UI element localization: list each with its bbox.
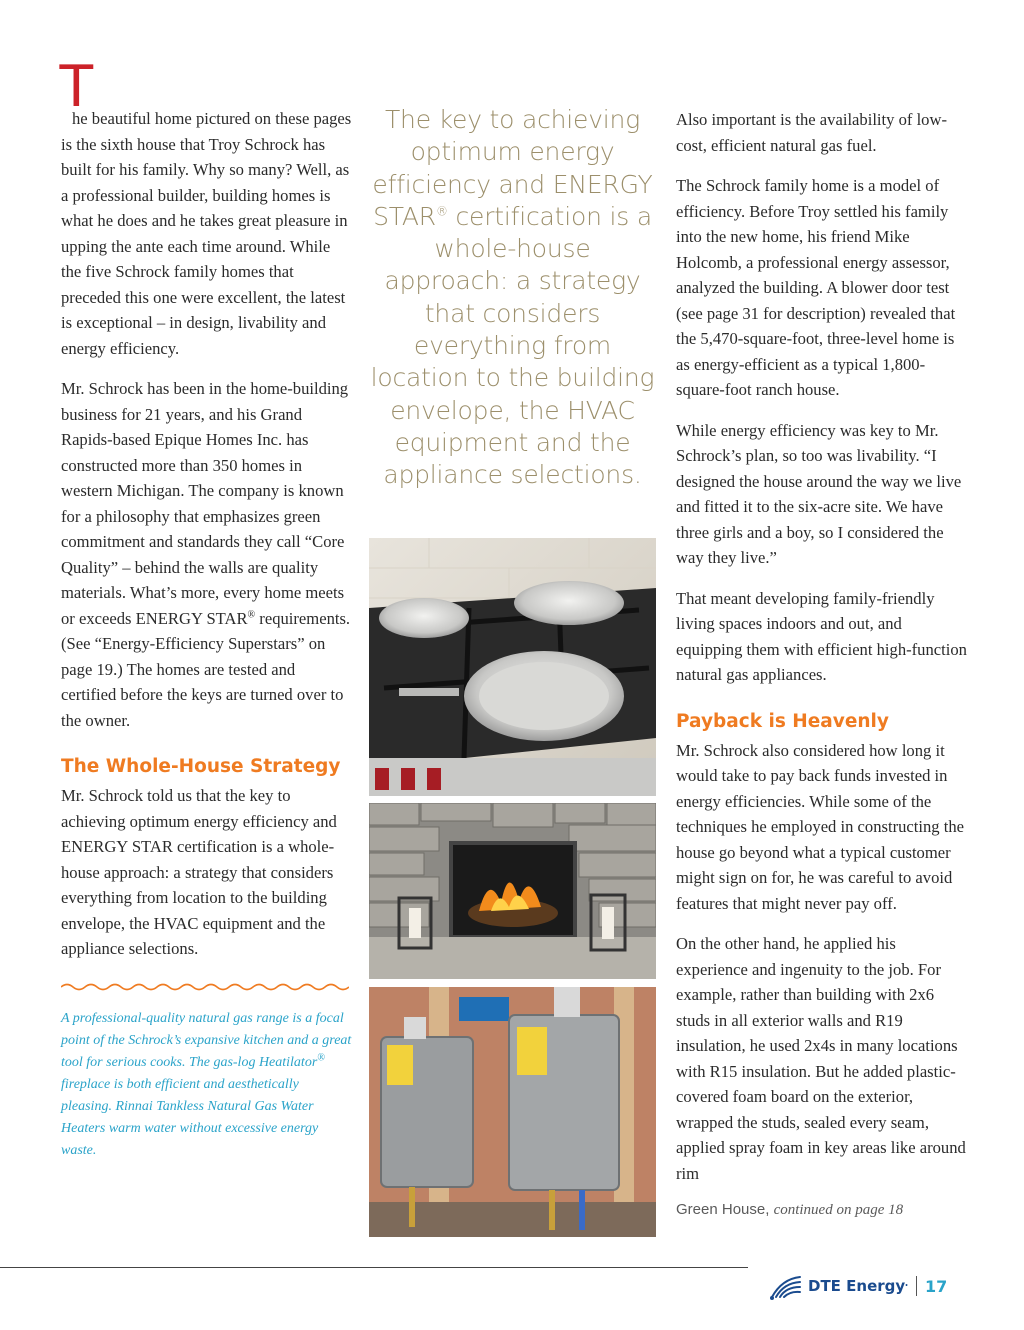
ingenuity-paragraph: On the other hand, he applied his experience and ingenuity to the job. For example, rather than building with 2x6 studs in all exterior walls and R19 insulation, he used 2x4s in many locations with R15 insulation. But he added plastic-covered foam board on the exterior, wrapped the studs, sealed every seam, applied spray foam in key areas like around rim: [676, 934, 966, 1183]
kitchen-range-photo: [369, 538, 656, 796]
water-heater-photo: [369, 987, 656, 1237]
footer-separator: [916, 1276, 917, 1296]
footer-rule: [0, 1267, 748, 1268]
gas-fuel-paragraph: Also important is the availability of low-cost, efficient natural gas fuel.: [676, 110, 947, 155]
drop-cap: T: [58, 52, 95, 119]
brand-name: DTE Energy: [808, 1277, 906, 1295]
right-column: [676, 56, 970, 1219]
company-paragraph: Mr. Schrock has been in the home-building business for 21 years, and his Grand Rapids-based Epique Homes Inc. has constructed more than 350 homes in western Michigan. The company is known for a philosophy that emphasizes green commitment and standards they call “Core Quality” – behind the walls are quality materials. What’s more, every home meets or exceeds ENERGY STAR® requirements. (See “Energy-Efficiency Superstars” on page 19.) The homes are tested and certified before the keys are turned over to the owner.: [61, 379, 351, 730]
continued-note: Green House, continued on page 18: [676, 1201, 904, 1218]
page-number: 17: [924, 1276, 948, 1296]
section-heading-whole-house: The Whole-House Strategy: [61, 756, 341, 777]
fireplace-photo: [369, 803, 656, 979]
payback-paragraph: Mr. Schrock also considered how long it would take to pay back funds invested in energy efficiencies. While some of the techniques he employed in constructing the house go beyond what a typical customer might sign on for, he was careful to avoid features that might never pay off.: [676, 740, 965, 913]
dte-logo-icon: [768, 1271, 804, 1301]
efficiency-paragraph: The Schrock family home is a model of efficiency. Before Troy settled his family into the new home, his friend Mike Holcomb, a professional energy assessor, analyzed the building. A blower door test (see page 31 for description) revealed that the 5,470-square-foot, three-level home is as energy-efficient as a typical 1,800-square-foot ranch house.: [676, 176, 956, 399]
decorative-wave-divider: [61, 982, 349, 992]
footer-brand: DTE Energy • 17: [768, 1270, 947, 1302]
family-spaces-paragraph: That meant developing family-friendly living spaces indoors and out, and equipping them with efficient high-function natural gas appliances.: [676, 588, 967, 684]
intro-paragraph-wrap: [58, 52, 353, 361]
pull-quote: The key to achieving optimum energy efficiency and ENERGY STAR® certification is a whole-house approach: a strategy that considers everything from location to the building envelope, the HVAC equipment and the appliance selections.: [370, 105, 655, 490]
middle-column: [369, 56, 656, 492]
photo-caption: A professional-quality natural gas range is a focal point of the Schrock’s expansive kitchen and a great tool for serious cooks. The gas-log Heatilator® fireplace is both efficient and aesthetically pleasing. Rinnai Tankless Natural Gas Water Heaters warm water without excessive energy waste.: [61, 1010, 352, 1158]
left-column: [58, 52, 353, 1162]
strategy-paragraph: Mr. Schrock told us that the key to achieving optimum energy efficiency and ENERGY STAR certification is a whole-house approach: a strategy that considers everything from location to the building envelope, the HVAC equipment and the appliance selections.: [61, 786, 337, 958]
livability-paragraph: While energy efficiency was key to Mr. Schrock’s plan, so too was livability. “I designed the house around the way we live and fitted it to the six-acre site. We have three girls and a boy, so I considered the way they live.”: [676, 420, 962, 567]
intro-paragraph: he beautiful home pictured on these pages is the sixth house that Troy Schrock has built for his family. Why so many? Well, as a professional builder, building homes is what he does and he takes great pleasure in upping the ante each time around. While the five Schrock family homes that preceded this one were excellent, the latest is exceptional – in design, livability and energy efficiency.: [61, 109, 352, 358]
section-heading-payback: Payback is Heavenly: [676, 710, 889, 732]
